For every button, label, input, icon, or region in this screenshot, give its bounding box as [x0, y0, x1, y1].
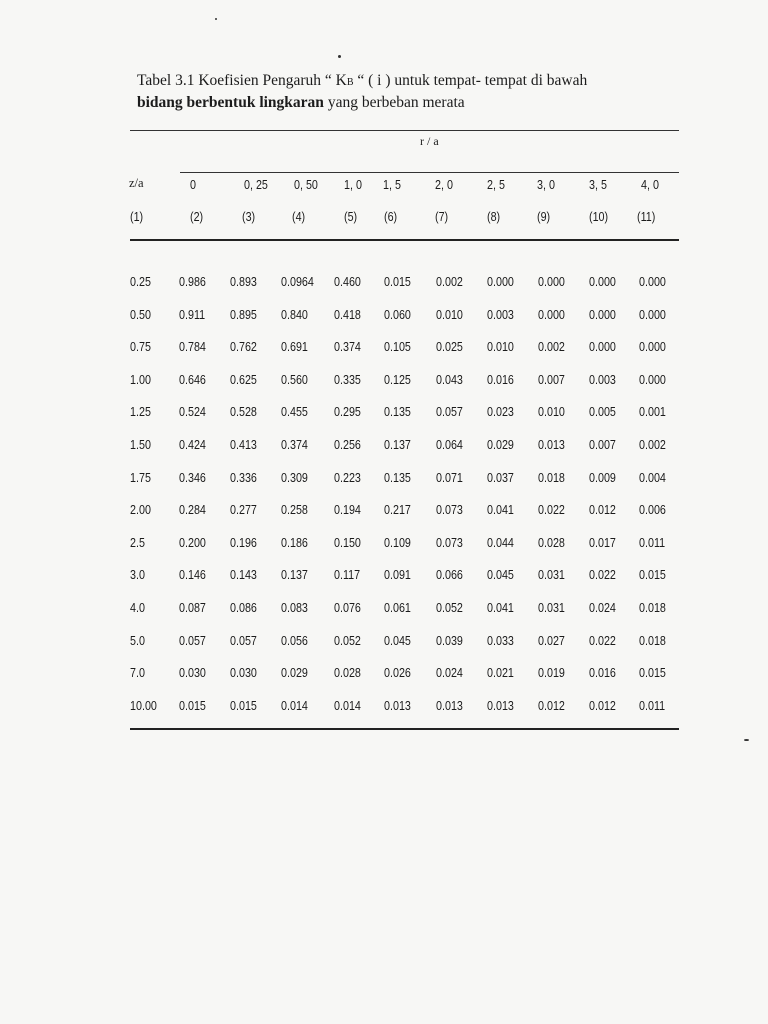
table-cell: 0.016 [487, 372, 514, 387]
header-bottom-rule [130, 239, 679, 241]
table-cell: 0.200 [179, 535, 206, 550]
table-cell: 0.007 [589, 438, 616, 452]
table-cell: 0.004 [639, 470, 666, 485]
table-cell: 0.895 [230, 307, 257, 322]
table-cell: 0.087 [179, 601, 206, 615]
table-cell: 0.022 [589, 568, 616, 583]
column-header: 2, 0 [435, 178, 453, 192]
table-cell: 0.029 [487, 438, 514, 452]
table-cell: 0.010 [436, 307, 463, 322]
table-cell: 0.000 [589, 275, 616, 289]
table-cell: 0.057 [436, 405, 463, 420]
row-label-cell: 0.50 [130, 307, 151, 322]
table-cell: 0.083 [281, 601, 308, 615]
table-cell: 0.026 [384, 666, 411, 681]
table-cell: 0.893 [230, 275, 257, 289]
column-number: (6) [384, 210, 398, 224]
table-cell: 0.002 [538, 340, 565, 355]
caption-line-2 [137, 93, 697, 113]
table-cell: 0.143 [230, 568, 257, 583]
table-cell: 0.000 [538, 307, 565, 322]
row-label-cell: 1.75 [130, 470, 151, 485]
table-cell: 0.560 [281, 372, 308, 387]
table-cell: 0.009 [589, 470, 616, 485]
table-cell: 0.000 [589, 340, 616, 355]
table-cell: 0.031 [538, 601, 565, 615]
caption-line-1 [137, 71, 697, 93]
table-cell: 0.135 [384, 470, 411, 485]
scan-speck [215, 18, 217, 20]
table-cell: 0.018 [639, 601, 666, 615]
table-cell: 0.012 [589, 698, 616, 713]
table-cell: 0.003 [589, 372, 616, 387]
table-cell: 0.284 [179, 503, 206, 518]
table-cell: 0.022 [538, 503, 565, 518]
table-cell: 0.150 [334, 535, 361, 550]
table-cell: 0.015 [639, 666, 666, 681]
table-cell: 0.039 [436, 633, 463, 648]
table-cell: 0.021 [487, 666, 514, 681]
column-number: (10) [589, 210, 609, 224]
table-cell: 0.030 [230, 666, 257, 681]
row-label-cell: 10.00 [130, 698, 157, 713]
table-cell: 0.691 [281, 340, 308, 355]
table-cell: 0.000 [589, 307, 616, 322]
table-caption [137, 71, 697, 113]
table-cell: 0.986 [179, 275, 206, 289]
column-header: 3, 5 [589, 178, 607, 192]
table-cell: 0.091 [384, 568, 411, 583]
table-cell: 0.911 [179, 307, 206, 322]
table-cell: 0.024 [436, 666, 463, 681]
table-cell: 0.309 [281, 470, 308, 485]
column-header: 2, 5 [487, 178, 505, 192]
row-label-cell: 5.0 [130, 633, 145, 648]
table-cell: 0.336 [230, 470, 257, 485]
table-cell: 0.002 [639, 438, 666, 452]
table-cell: 0.076 [334, 601, 361, 615]
table-cell: 0.003 [487, 307, 514, 322]
table-cell: 0.061 [384, 601, 411, 615]
column-header: 0, 25 [244, 178, 268, 192]
table-cell: 0.071 [436, 470, 463, 485]
table-cell: 0.524 [179, 405, 206, 420]
table-cell: 0.784 [179, 340, 206, 355]
table-cell: 0.037 [487, 470, 514, 485]
table-cell: 0.186 [281, 535, 308, 550]
row-header-label: z/a [129, 176, 144, 190]
table-cell: 0.000 [639, 340, 666, 355]
table-cell: 0.028 [538, 535, 565, 550]
table-top-rule [130, 130, 679, 131]
column-number: (11) [637, 210, 656, 224]
table-cell: 0.424 [179, 438, 206, 452]
header-separator-rule [180, 172, 679, 173]
table-cell: 0.024 [589, 601, 616, 615]
table-bottom-rule [130, 728, 679, 730]
row-label-cell: 4.0 [130, 601, 145, 615]
table-cell: 0.057 [179, 633, 206, 648]
row-label-cell: 3.0 [130, 568, 145, 583]
table-cell: 0.125 [384, 372, 411, 387]
table-cell: 0.011 [639, 535, 666, 550]
table-cell: 0.012 [589, 503, 616, 518]
table-cell: 0.374 [281, 438, 308, 452]
scan-speck [338, 55, 341, 58]
caption-bold-text: bidang berbentuk lingkaran [137, 94, 324, 111]
caption-text: Tabel 3.1 Koefisien Pengaruh “ K [137, 72, 347, 89]
table-cell: 0.013 [436, 698, 463, 713]
table-cell: 0.002 [436, 275, 463, 289]
table-cell: 0.223 [334, 470, 361, 485]
table-cell: 0.455 [281, 405, 308, 420]
column-header: 1, 5 [383, 178, 401, 192]
table-cell: 0.022 [589, 633, 616, 648]
table-cell: 0.000 [538, 275, 565, 289]
table-cell: 0.135 [384, 405, 411, 420]
table-cell: 0.086 [230, 601, 257, 615]
table-cell: 0.374 [334, 340, 361, 355]
table-cell: 0.762 [230, 340, 257, 355]
table-cell: 0.646 [179, 372, 206, 387]
table-cell: 0.528 [230, 405, 257, 420]
table-cell: 0.064 [436, 438, 463, 452]
table-cell: 0.335 [334, 372, 361, 387]
column-number: (2) [190, 210, 204, 224]
table-cell: 0.007 [538, 372, 565, 387]
table-cell: 0.005 [589, 405, 616, 420]
table-cell: 0.041 [487, 601, 514, 615]
row-label-cell: 7.0 [130, 666, 145, 681]
table-cell: 0.217 [384, 503, 411, 518]
row-label-cell: 2.5 [130, 535, 145, 550]
table-cell: 0.012 [538, 698, 565, 713]
column-header: 1, 0 [344, 178, 362, 192]
column-header: 0 [190, 178, 196, 192]
table-cell: 0.256 [334, 438, 361, 452]
table-cell: 0.015 [639, 568, 666, 583]
caption-text: yang berbeban merata [323, 94, 465, 111]
table-cell: 0.000 [487, 275, 514, 289]
table-cell: 0.073 [436, 535, 463, 550]
column-number: (5) [344, 210, 358, 224]
table-cell: 0.013 [487, 698, 514, 713]
row-label-cell: 1.00 [130, 372, 151, 387]
table-cell: 0.057 [230, 633, 257, 648]
caption-text: “ ( i ) untuk tempat- tempat di bawah [353, 72, 588, 89]
table-cell: 0.031 [538, 568, 565, 583]
table-cell: 0.015 [230, 698, 257, 713]
table-cell: 0.017 [589, 535, 616, 550]
column-header: 3, 0 [537, 178, 555, 192]
column-number: (9) [537, 210, 551, 224]
table-cell: 0.346 [179, 470, 206, 485]
table-cell: 0.0964 [281, 275, 314, 289]
table-cell: 0.105 [384, 340, 411, 355]
table-cell: 0.010 [538, 405, 565, 420]
table-cell: 0.418 [334, 307, 361, 322]
scan-speck [744, 739, 749, 741]
table-cell: 0.000 [639, 275, 666, 289]
table-cell: 0.029 [281, 666, 308, 681]
table-cell: 0.016 [589, 666, 616, 681]
column-number: (7) [435, 210, 449, 224]
table-cell: 0.137 [281, 568, 308, 583]
table-cell: 0.013 [384, 698, 411, 713]
table-cell: 0.010 [487, 340, 514, 355]
table-cell: 0.117 [334, 568, 361, 583]
table-cell: 0.460 [334, 275, 361, 289]
table-cell: 0.030 [179, 666, 206, 681]
column-number: (4) [292, 210, 306, 224]
row-label-cell: 0.75 [130, 340, 151, 355]
column-header: 4, 0 [641, 178, 659, 192]
table-cell: 0.060 [384, 307, 411, 322]
table-cell: 0.013 [538, 438, 565, 452]
table-cell: 0.052 [436, 601, 463, 615]
table-cell: 0.027 [538, 633, 565, 648]
table-cell: 0.001 [639, 405, 666, 420]
row-label-cell: 1.50 [130, 438, 151, 452]
table-cell: 0.073 [436, 503, 463, 518]
table-cell: 0.018 [639, 633, 666, 648]
column-number: (1) [130, 210, 144, 224]
table-cell: 0.000 [639, 307, 666, 322]
table-cell: 0.018 [538, 470, 565, 485]
table-cell: 0.194 [334, 503, 361, 518]
column-number: (8) [487, 210, 501, 224]
table-cell: 0.006 [639, 503, 666, 518]
table-cell: 0.015 [179, 698, 206, 713]
table-cell: 0.196 [230, 535, 257, 550]
table-cell: 0.277 [230, 503, 257, 518]
row-label-cell: 0.25 [130, 275, 151, 289]
table-cell: 0.045 [384, 633, 411, 648]
table-cell: 0.045 [487, 568, 514, 583]
caption-subscript: B [346, 77, 354, 88]
table-cell: 0.625 [230, 372, 257, 387]
table-cell: 0.028 [334, 666, 361, 681]
table-cell: 0.840 [281, 307, 308, 322]
row-label-cell: 2.00 [130, 503, 151, 518]
table-cell: 0.019 [538, 666, 565, 681]
table-cell: 0.413 [230, 438, 257, 452]
table-cell: 0.109 [384, 535, 411, 550]
table-cell: 0.052 [334, 633, 361, 648]
table-cell: 0.056 [281, 633, 308, 648]
column-header: 0, 50 [294, 178, 318, 192]
table-cell: 0.043 [436, 372, 463, 387]
table-cell: 0.000 [639, 372, 666, 387]
table-cell: 0.137 [384, 438, 411, 452]
column-number: (3) [242, 210, 256, 224]
table-cell: 0.025 [436, 340, 463, 355]
table-cell: 0.146 [179, 568, 206, 583]
table-cell: 0.258 [281, 503, 308, 518]
table-cell: 0.295 [334, 405, 361, 420]
table-cell: 0.014 [281, 698, 308, 713]
table-cell: 0.033 [487, 633, 514, 648]
group-header-label: r / a [420, 134, 439, 148]
table-cell: 0.023 [487, 405, 514, 420]
table-cell: 0.015 [384, 275, 411, 289]
table-cell: 0.011 [639, 698, 666, 713]
table-cell: 0.044 [487, 535, 514, 550]
table-cell: 0.014 [334, 698, 361, 713]
table-cell: 0.066 [436, 568, 463, 583]
row-label-cell: 1.25 [130, 405, 151, 420]
table-cell: 0.041 [487, 503, 514, 518]
